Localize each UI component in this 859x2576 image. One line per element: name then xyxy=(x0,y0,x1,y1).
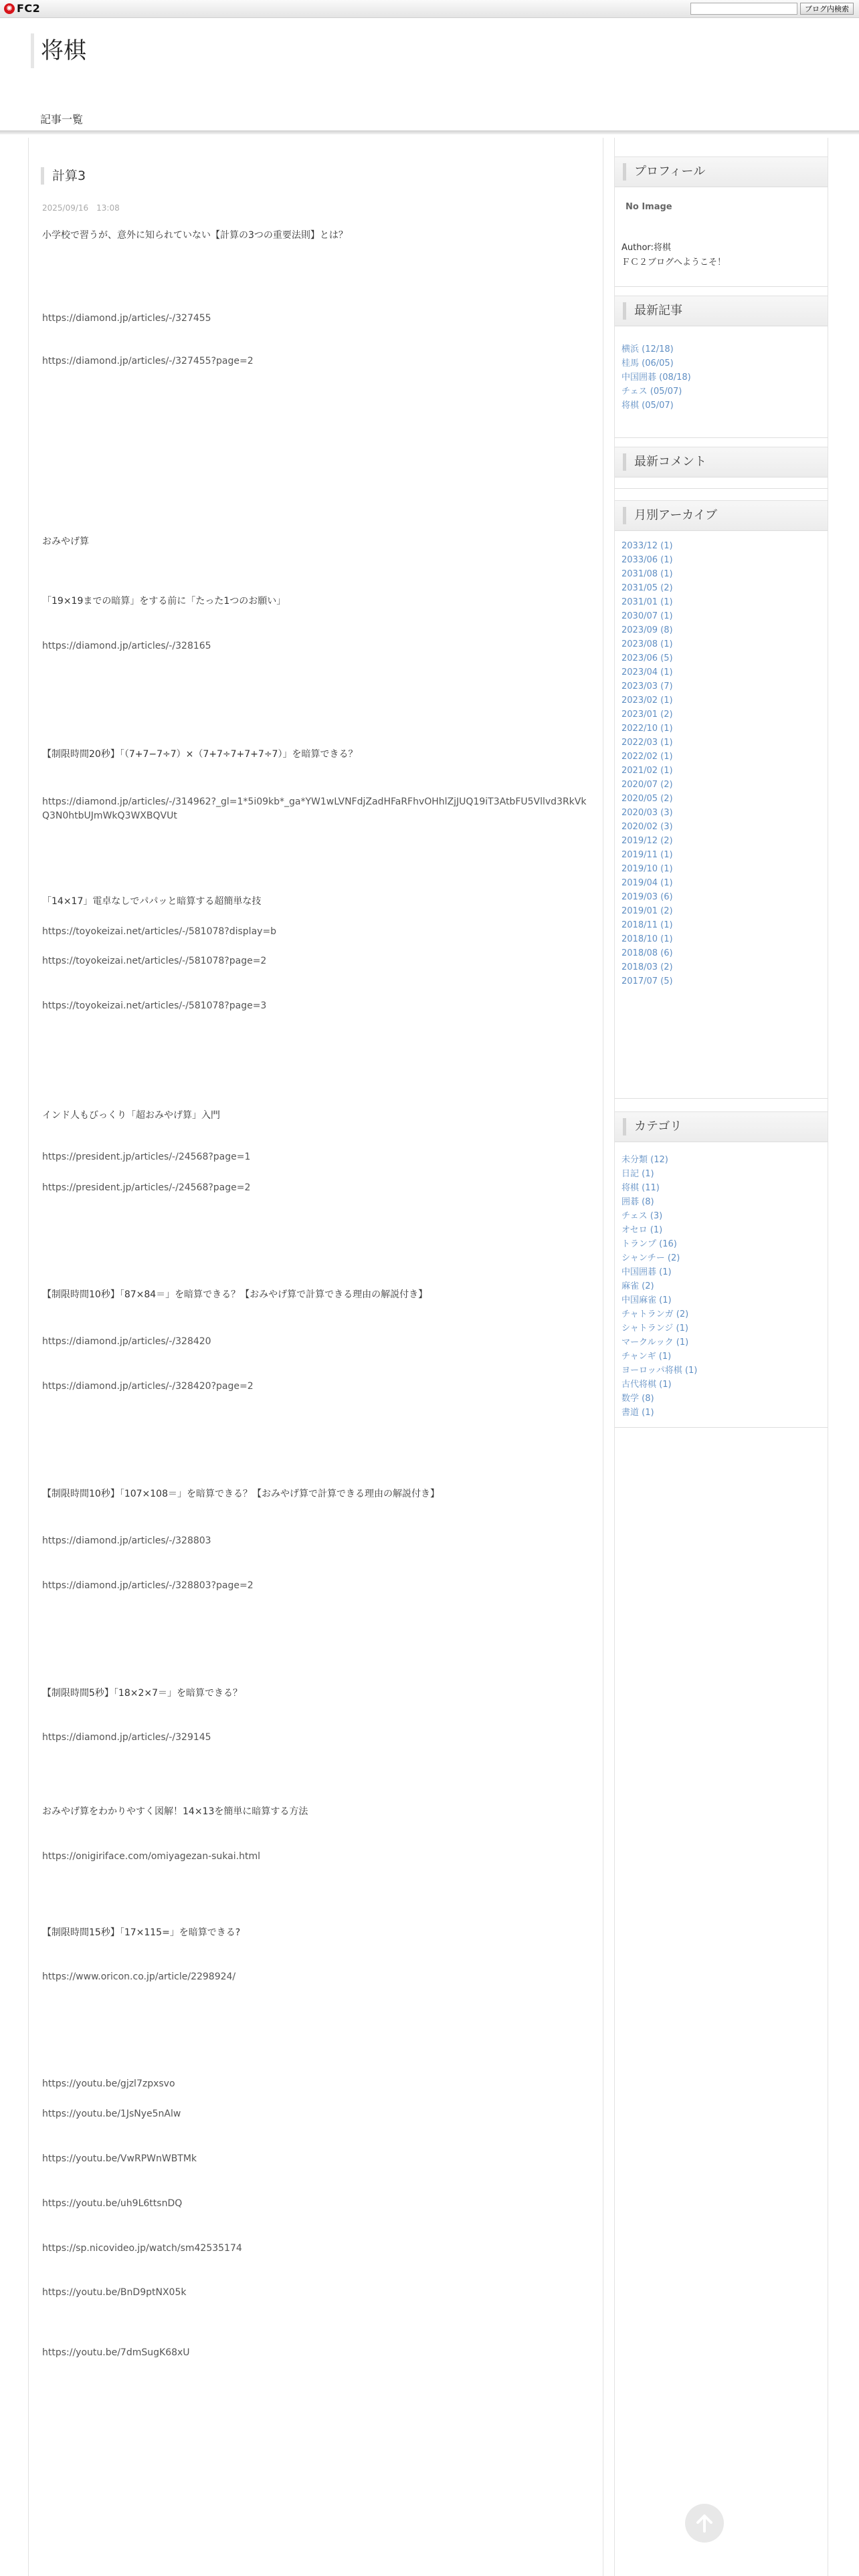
archive-link[interactable]: 2019/12 (2) xyxy=(622,836,673,846)
arrow-up-icon xyxy=(694,2513,714,2533)
entry-link[interactable]: https://www.oricon.co.jp/article/2298924/ xyxy=(42,1971,236,1982)
category-link[interactable]: 数学 (8) xyxy=(622,1394,654,1404)
entry-paragraph: 【制限時間5秒】「18×2×7＝」を暗算できる？ xyxy=(42,1688,242,1699)
archive-link[interactable]: 2018/03 (2) xyxy=(622,962,673,972)
sidebar-divider xyxy=(615,437,828,438)
blog-search-input[interactable] xyxy=(690,3,797,15)
entry-link[interactable]: https://diamond.jp/articles/-/328165 xyxy=(42,641,211,651)
category-link[interactable]: オセロ (1) xyxy=(622,1225,663,1235)
archive-link[interactable]: 2023/08 (1) xyxy=(622,639,673,649)
entry-link[interactable]: https://onigiriface.com/omiyagezan-sukai.html xyxy=(42,1851,260,1862)
archive-link[interactable]: 2033/06 (1) xyxy=(622,555,673,565)
sidebar-divider xyxy=(615,286,828,287)
entry-link[interactable]: https://youtu.be/VwRPWnWBTMk xyxy=(42,2153,197,2164)
archive-link[interactable]: 2018/10 (1) xyxy=(622,934,673,944)
category-link[interactable]: チャンギ (1) xyxy=(622,1352,672,1362)
entry-link[interactable]: https://diamond.jp/articles/-/314962?_gl=1*5i09kb*_ga*YW1wLVNFdjZadHFaRFhvOHhlZjJUQ19iT3AtbFU5Vllvd3RkVkQ3N0htbUJmWkQ3WXBQVUt xyxy=(42,796,587,821)
archive-link[interactable]: 2020/05 (2) xyxy=(622,794,673,804)
main-content xyxy=(28,138,603,2576)
archive-link[interactable]: 2022/02 (1) xyxy=(622,752,673,762)
category-link[interactable]: シャトランジ (1) xyxy=(622,1323,688,1333)
category-link[interactable]: マークルック (1) xyxy=(622,1337,689,1348)
entry-link[interactable]: https://diamond.jp/articles/-/328420?page=2 xyxy=(42,1381,254,1392)
archives-heading xyxy=(615,500,828,531)
entry-paragraph: 「19×19までの暗算」をする前に「たった1つのお願い」 xyxy=(42,596,286,607)
categories-heading xyxy=(615,1111,828,1142)
archive-link[interactable]: 2023/06 (5) xyxy=(622,653,673,663)
entry-paragraph: おみやげ算をわかりやすく図解！14×13を簡単に暗算する方法 xyxy=(42,1806,308,1817)
category-link[interactable]: 未分類 (12) xyxy=(622,1155,668,1165)
category-link[interactable]: 中国麻雀 (1) xyxy=(622,1295,672,1305)
archive-link[interactable]: 2022/03 (1) xyxy=(622,738,673,748)
category-link[interactable]: 書道 (1) xyxy=(622,1408,654,1418)
archive-link[interactable]: 2021/02 (1) xyxy=(622,766,673,776)
entry-link[interactable]: https://diamond.jp/articles/-/327455 xyxy=(42,313,211,324)
category-link[interactable]: チャトランガ (2) xyxy=(622,1309,689,1319)
site-title[interactable]: 将棋 xyxy=(41,37,86,64)
archive-link[interactable]: 2023/09 (8) xyxy=(622,625,673,635)
entry-paragraph: 【制限時間10秒】「87×84＝」を暗算できる？【おみやげ算で計算できる理由の解説付き】 xyxy=(42,1289,428,1300)
entry-link[interactable]: https://diamond.jp/articles/-/329145 xyxy=(42,1732,211,1743)
sidebar-divider xyxy=(615,488,828,489)
archives-heading-text: 月別アーカイブ xyxy=(623,507,717,524)
entry-paragraph: インド人もびっくり「超おみやげ算」入門 xyxy=(42,1110,220,1121)
blog-search-button[interactable]: ブログ内検索 xyxy=(800,3,854,15)
category-link[interactable]: 将棋 (11) xyxy=(622,1183,660,1193)
category-link[interactable]: 囲碁 (8) xyxy=(622,1197,654,1207)
archive-link[interactable]: 2031/01 (1) xyxy=(622,597,673,607)
profile-welcome: ＦＣ２ブログへようこそ！ xyxy=(622,257,727,267)
entry-link[interactable]: https://president.jp/articles/-/24568?page=2 xyxy=(42,1182,251,1193)
entry-link[interactable]: https://toyokeizai.net/articles/-/581078?display=b xyxy=(42,926,277,937)
page-top-button[interactable] xyxy=(685,2504,724,2543)
fc2-toolbar xyxy=(0,0,859,18)
recent-entries-heading xyxy=(615,296,828,326)
archives-list xyxy=(622,539,673,988)
recent-comments-heading-text: 最新コメント xyxy=(623,453,706,471)
archive-link[interactable]: 2031/05 (2) xyxy=(622,583,673,593)
category-link[interactable]: 古代将棋 (1) xyxy=(622,1380,672,1390)
entry-link[interactable]: https://toyokeizai.net/articles/-/581078?page=3 xyxy=(42,1000,267,1011)
sidebar-divider xyxy=(615,1098,828,1099)
archive-link[interactable]: 2019/01 (2) xyxy=(622,906,673,916)
recent-entry-link[interactable]: 横浜 (12/18) xyxy=(622,344,674,354)
sidebar-divider xyxy=(615,1427,828,1428)
profile-author: Author:将棋 xyxy=(622,243,671,253)
category-link[interactable]: シャンチー (2) xyxy=(622,1253,680,1263)
categories-heading-text: カテゴリ xyxy=(623,1118,682,1136)
fc2-logo-icon: ✺ xyxy=(4,3,15,14)
entry-link[interactable]: https://toyokeizai.net/articles/-/581078?page=2 xyxy=(42,956,267,966)
recent-entry-link[interactable]: 将棋 (05/07) xyxy=(622,401,674,411)
archive-link[interactable]: 2023/01 (2) xyxy=(622,710,673,720)
recent-entry-link[interactable]: チェス (05/07) xyxy=(622,387,682,397)
archive-link[interactable]: 2020/02 (3) xyxy=(622,822,673,832)
categories-list xyxy=(622,1153,697,1420)
archive-link[interactable]: 2023/02 (1) xyxy=(622,695,673,706)
entry-link[interactable]: https://diamond.jp/articles/-/328803?page=2 xyxy=(42,1580,254,1591)
profile-heading xyxy=(615,156,828,187)
entry-link[interactable]: https://diamond.jp/articles/-/328803 xyxy=(42,1535,211,1546)
entry-link[interactable]: https://youtu.be/uh9L6ttsnDQ xyxy=(42,2198,183,2209)
archive-link[interactable]: 2030/07 (1) xyxy=(622,611,673,621)
recent-entries-list xyxy=(622,342,691,413)
recent-comments-heading xyxy=(615,447,828,477)
entry-link[interactable]: https://sp.nicovideo.jp/watch/sm42535174 xyxy=(42,2243,242,2254)
site-header xyxy=(31,33,86,68)
entry-link[interactable]: https://president.jp/articles/-/24568?page=1 xyxy=(42,1152,251,1162)
header-divider xyxy=(0,130,859,134)
archive-link[interactable]: 2020/07 (2) xyxy=(622,780,673,790)
recent-entries-heading-text: 最新記事 xyxy=(623,302,682,320)
archive-link[interactable]: 2019/10 (1) xyxy=(622,864,673,874)
category-link[interactable]: 日記 (1) xyxy=(622,1169,654,1179)
category-link[interactable]: 中国囲碁 (1) xyxy=(622,1267,672,1277)
category-link[interactable]: トランプ (16) xyxy=(622,1239,677,1249)
fc2-logo-text: FC2 xyxy=(17,2,41,15)
entry-paragraph: 「14×17」電卓なしでパパッと暗算する超簡単な技 xyxy=(42,896,262,907)
archive-link[interactable]: 2022/10 (1) xyxy=(622,724,673,734)
archive-link[interactable]: 2018/11 (1) xyxy=(622,920,673,930)
archive-link[interactable]: 2033/12 (1) xyxy=(622,541,673,551)
entry-date: 2025/09/16 13:08 xyxy=(42,203,120,213)
entry-paragraph: おみやげ算 xyxy=(42,536,89,547)
entry-paragraph: 小学校で習うが、意外に知られていない【計算の3つの重要法則】とは？ xyxy=(42,230,348,241)
entry-paragraph: 【制限時間15秒】「17×115=」を暗算できる? xyxy=(42,1927,241,1938)
profile-text xyxy=(622,241,726,270)
archive-link[interactable]: 2018/08 (6) xyxy=(622,948,673,958)
category-link[interactable]: チェス (3) xyxy=(622,1211,663,1221)
fc2-logo[interactable] xyxy=(4,2,40,15)
archive-link[interactable]: 2020/03 (3) xyxy=(622,808,673,818)
category-link[interactable]: 麻雀 (2) xyxy=(622,1281,654,1291)
entry-paragraph: 【制限時間10秒】「107×108＝」を暗算できる？【おみやげ算で計算できる理由の解説付き】 xyxy=(42,1489,440,1499)
sidebar-wrapper xyxy=(606,138,831,2576)
entry-link[interactable]: https://youtu.be/7dmSugK68xU xyxy=(42,2347,190,2358)
archive-link[interactable]: 2017/07 (5) xyxy=(622,976,673,986)
recent-entry-link[interactable]: 桂馬 (06/05) xyxy=(622,358,674,368)
entry-link[interactable]: https://youtu.be/1JsNye5nAlw xyxy=(42,2109,181,2119)
entry-link[interactable]: https://diamond.jp/articles/-/328420 xyxy=(42,1336,211,1347)
archive-link[interactable]: 2019/04 (1) xyxy=(622,878,673,888)
recent-entry-link[interactable]: 中国囲碁 (08/18) xyxy=(622,372,691,383)
entry-link[interactable]: https://youtu.be/gjzl7zpxsvo xyxy=(42,2078,175,2089)
nav-item-entry-list[interactable]: 記事一覧 xyxy=(32,111,91,132)
global-nav xyxy=(32,111,91,132)
category-link[interactable]: ヨーロッパ将棋 (1) xyxy=(622,1366,698,1376)
entry-link[interactable]: https://diamond.jp/articles/-/327455?page=2 xyxy=(42,356,254,366)
archive-link[interactable]: 2023/04 (1) xyxy=(622,667,673,677)
sidebar xyxy=(614,138,828,2576)
entry-link[interactable]: https://youtu.be/BnD9ptNX05k xyxy=(42,2287,187,2298)
profile-no-image: No Image xyxy=(626,202,672,212)
archive-link[interactable]: 2031/08 (1) xyxy=(622,569,673,579)
entry-paragraph: 【制限時間20秒】「（7+7−7÷7）×（7+7÷7+7+7÷7）」を暗算できる？ xyxy=(42,749,358,760)
entry-title[interactable]: 計算3 xyxy=(41,167,86,185)
archive-link[interactable]: 2023/03 (7) xyxy=(622,681,673,691)
archive-link[interactable]: 2019/11 (1) xyxy=(622,850,673,860)
profile-heading-text: プロフィール xyxy=(623,163,705,181)
archive-link[interactable]: 2019/03 (6) xyxy=(622,892,673,902)
blog-search xyxy=(690,3,854,15)
